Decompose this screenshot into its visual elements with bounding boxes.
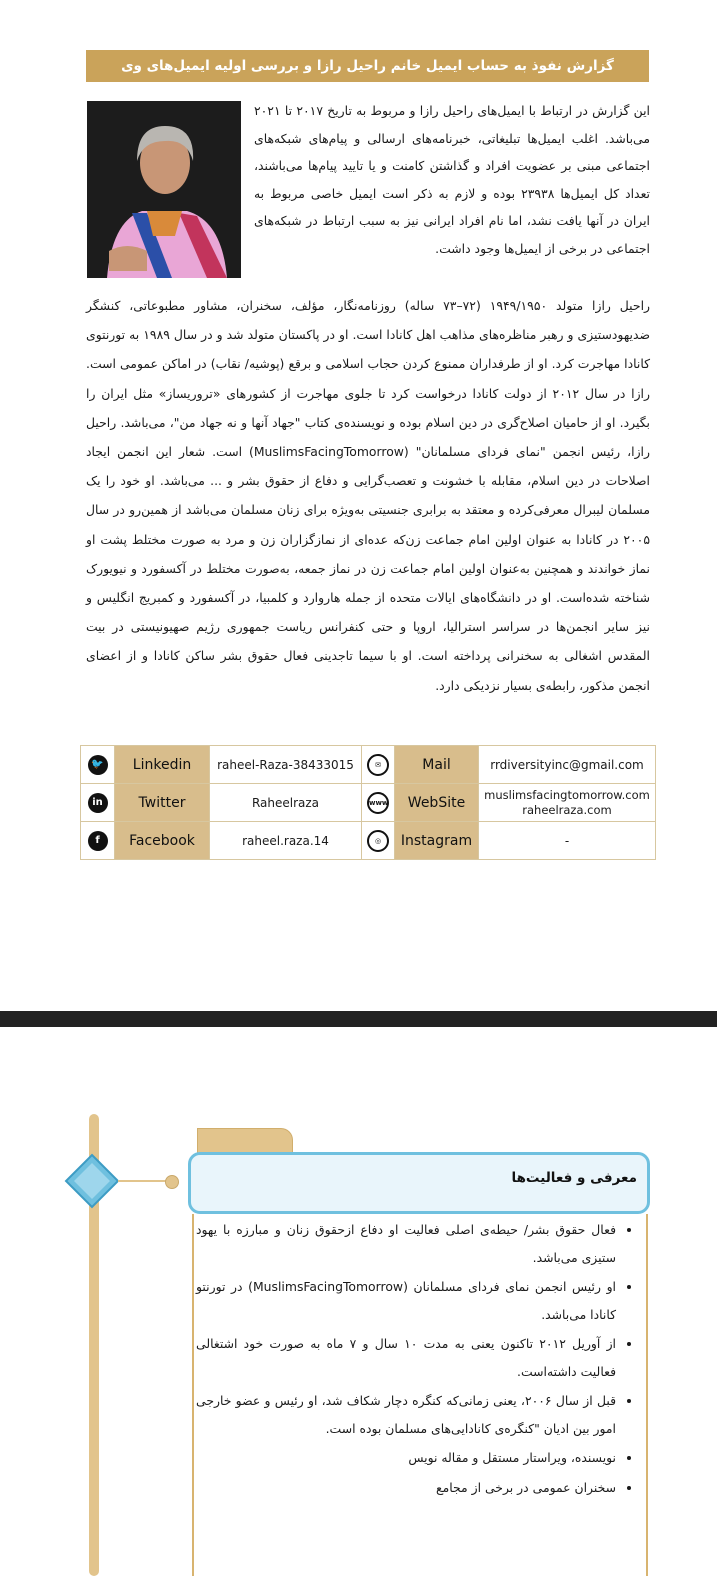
website-value[interactable] — [479, 784, 656, 822]
diamond-icon — [64, 1153, 120, 1209]
linkedin-value[interactable]: raheel-Raza-38433015 — [210, 746, 362, 784]
www-icon: www — [362, 784, 395, 822]
list-item: • از آوریل ۲۰۱۲ تاکنون یعنی به مدت ۱۰ سال و ۷ ماه به صورت خود اشتغالی فعالیت داشته‌است. — [196, 1330, 616, 1385]
list-item: • او رئیس انجمن نمای فردای مسلمانان (MuslimsFacingTomorrow) در تورنتو کانادا می‌باشد. — [196, 1273, 616, 1328]
social-accounts-table — [80, 745, 656, 860]
table-row — [81, 746, 656, 784]
profile-photo — [87, 101, 241, 278]
list-item: • سخنران عمومی در برخی از مجامع — [196, 1474, 616, 1502]
instagram-icon: ◎ — [362, 822, 395, 860]
label-facebook: Facebook — [115, 822, 210, 860]
label-mail: Mail — [395, 746, 479, 784]
website-2[interactable]: raheelraza.com — [522, 802, 612, 817]
label-twitter: Twitter — [115, 784, 210, 822]
box-border-right — [646, 1214, 648, 1576]
page-divider — [0, 1011, 717, 1027]
intro-paragraph: این گزارش در ارتباط با ایمیل‌های راحیل رازا و مربوط به تاریخ ۲۰۱۷ تا ۲۰۲۱ می‌باشد. اغلب ایمیل‌ها تبلیغاتی، خبرنامه‌های ارسالی و پیام‌های شبکه‌های اجتماعی مبنی بر عضویت افراد و گذاشتن کامنت و یا تایید پیام‌ها می‌باشند، تعداد کل ایمیل‌ها ۲۳۹۳۸ بوده و لازم به ذکر است ایمیل خاصی مربوط به ایران در آنها یافت نشد، اما نام افراد ایرانی نیز به سبب ارتباط در شبکه‌های اجتماعی در برخی از ایمیل‌ها وجود داشت. — [254, 103, 650, 256]
website-1[interactable]: muslimsfacingtomorrow.com — [484, 787, 650, 802]
table-row — [81, 822, 656, 860]
list-item: • قبل از سال ۲۰۰۶، یعنی زمانی‌که کنگره دچار شکاف شد، او رئیس و عضو خارجی امور بین ادیان "کنگره‌ی کانادایی‌های مسلمان بوده است. — [196, 1387, 616, 1442]
instagram-value: - — [479, 822, 656, 860]
box-border-left — [192, 1214, 194, 1576]
section-tab — [197, 1128, 293, 1155]
linkedin-icon: in — [81, 784, 115, 822]
table-row — [81, 784, 656, 822]
label-instagram: Instagram — [395, 822, 479, 860]
list-item: • نویسنده، ویراستار مستقل و مقاله نویس — [196, 1444, 616, 1472]
twitter-icon: 🐦 — [81, 746, 115, 784]
connector-dot — [165, 1175, 179, 1189]
mail-value[interactable]: rrdiversityinc@gmail.com — [479, 746, 656, 784]
bio-paragraph: راحیل رازا متولد ۱۹۴۹/۱۹۵۰ (۷۲–۷۳ ساله) روزنامه‌نگار، مؤلف، سخنران، مشاور مطبوعاتی، کنشگر ضدیهودستیزی و رهبر مناظره‌های مذاهب اهل کانادا است. او در پاکستان متولد شد و در سال ۱۹۸۹ به تورنتوی کانادا مهاجرت کرد. او از طرفداران ممنوع کردن حجاب اسلامی و برقع (پوشیه/ نقاب) در اماکن عمومی است. رازا در سال ۲۰۱۲ از دولت کانادا درخواست کرد تا جلوی مهاجرت از کشورهای «تروریساز» مثل ایران را بگیرد. او از حامیان اصلاح‌گری در دین اسلام بوده و نویسنده‌ی کتاب "جهاد آنها و نه جهاد من"، می‌باشد. راحیل رازا، رئیس انجمن "نمای فردای مسلمانان" (MuslimsFacingTomorrow) است. شعار این انجمن ایجاد اصلاحات در دین اسلام، مقابله با خشونت و تعصب‌گرایی و دفاع از حقوق بشر و ... می‌باشد. او خود را یک مسلمان لیبرال معرفی‌کرده و معتقد به برابری جنسیتی به‌ویژه برای زنان مسلمان می‌باشد از همین‌رو در سال ۲۰۰۵ در کانادا به عنوان اولین امام جماعت زن‌که عده‌ای از نمازگزاران زن و مرد به صورت مختلط پشت او نماز خواندند و همچنین به‌عنوان اولین امام جماعت زن در نماز جمعه، به‌صورت مختلط در آکسفورد و نیویورک شناخته شده‌است. او در دانشگاه‌های ایالات متحده از جمله هاروارد و کلمبیا، در آکسفورد و کمبریج انگلیس و نیز سایر انجمن‌ها در سراسر استرالیا، اروپا و حتی کنفرانس ریاست جمهوری رژیم صهیونیستی در بیت المقدس اشغالی به سخنرانی پرداخته است. او با سیما تاجدینی فعال حقوق بشر ساکن کانادا و از اعضای انجمن مذکور، رابطه‌ی بسیار نزدیکی دارد. — [86, 298, 651, 693]
facebook-value[interactable]: raheel.raza.14 — [210, 822, 362, 860]
twitter-value[interactable]: Raheelraza — [210, 784, 362, 822]
section-heading: معرفی و فعالیت‌ها — [511, 1170, 637, 1186]
list-item: • فعال حقوق بشر/ حیطه‌ی اصلی فعالیت او دفاع ازحقوق زنان و مبارزه با یهود ستیزی می‌باشد. — [196, 1216, 616, 1271]
facebook-icon: f — [81, 822, 115, 860]
activities-list — [196, 1216, 636, 1503]
connector-line — [118, 1180, 168, 1182]
label-website: WebSite — [395, 784, 479, 822]
label-linkedin: Linkedin — [115, 746, 210, 784]
report-title: گزارش نفوذ به حساب ایمیل خانم راحیل رازا و بررسی اولیه ایمیل‌های وی — [86, 50, 649, 82]
mail-icon: ✉ — [362, 746, 395, 784]
